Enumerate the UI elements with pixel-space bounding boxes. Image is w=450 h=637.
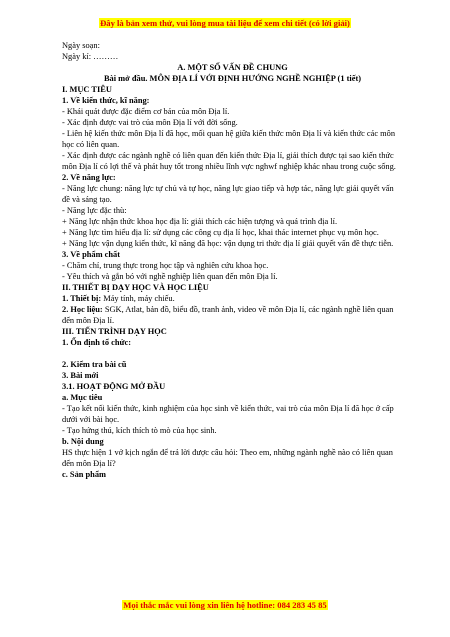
section-objectives: I. MỤC TIÊU: [62, 85, 112, 94]
hotline-banner-text: Mọi thắc mắc vui lòng xin liên hệ hotline: 084 283 45 85: [123, 600, 327, 610]
equipment-line: [62, 293, 403, 304]
subsection-qualities: 3. Về phẩm chất: [62, 250, 121, 259]
objective-label: a. Mục tiêu: [62, 393, 103, 402]
materials-label: 2. Học liệu:: [62, 305, 103, 314]
knowledge-item-4: - Xác định được các ngành nghề có liên quan đến kiến thức Địa lí, giải thích được tại sao kiến thức môn Địa lí có lợi thế và phát huy tốt trong nhiều lĩnh vực nghwf nghiệp khác nhau trong cuộc sống.: [62, 151, 396, 171]
quality-item-1: - Chăm chỉ, trung thực trong học tập và nghiên cứu khoa học.: [62, 261, 269, 270]
competence-item-4: + Năng lực tìm hiểu địa lí: sử dụng các công cụ địa lí học, khai thác internet phục vụ môn học.: [62, 228, 379, 237]
competence-item-3: + Năng lực nhận thức khoa học địa lí: giải thích các hiện tượng và quá trình địa lí.: [62, 217, 338, 226]
competence-item-5: + Năng lực vận dụng kiến thức, kĩ năng đã học: vận dụng tri thức địa lí giải quyết vấn đề thực tiễn.: [62, 239, 394, 248]
subsection-competence: 2. Về năng lực:: [62, 173, 116, 182]
blank-space: [62, 348, 403, 359]
subsection-knowledge: 1. Về kiến thức, kĩ năng:: [62, 96, 150, 105]
knowledge-item-2: - Xác định được vai trò của môn Địa lí với đời sống.: [62, 118, 238, 127]
content-label: b. Nội dung: [62, 437, 104, 446]
step-organization: 1. Ổn định tổ chức:: [62, 338, 132, 347]
date-prepared: Ngày soạn:: [62, 41, 100, 50]
quality-item-2: - Yêu thích và gắn bó với nghề nghiệp liên quan đến môn Địa lí.: [62, 272, 278, 281]
hotline-banner-bottom: [0, 600, 450, 610]
document-body: [62, 40, 403, 480]
section-equipment: II. THIẾT BỊ DẠY HỌC VÀ HỌC LIỆU: [62, 283, 209, 292]
section-process: III. TIẾN TRÌNH DẠY HỌC: [62, 327, 167, 336]
lesson-title: Bài mở đầu. MÔN ĐỊA LÍ VỚI ĐỊNH HƯỚNG NGHỀ NGHIỆP (1 tiết): [103, 74, 362, 83]
activity-opening-heading: 3.1. HOẠT ĐỘNG MỞ ĐẦU: [62, 382, 166, 391]
objective-item-2: - Tạo hứng thú, kích thích tò mò của học sinh.: [62, 426, 217, 435]
competence-item-2: - Năng lực đặc thù:: [62, 206, 127, 215]
knowledge-item-1: - Khái quát được đặc điểm cơ bản của môn Địa lí.: [62, 107, 230, 116]
knowledge-item-3: - Liên hệ kiến thức môn Địa lí đã học, mối quan hệ giữa kiến thức môn Địa lí và kiến thức các môn học có liên quan.: [62, 129, 396, 149]
step-check-old-lesson: 2. Kiểm tra bài cũ: [62, 360, 127, 369]
step-new-lesson: 3. Bài mới: [62, 371, 99, 380]
equipment-text: Máy tính, máy chiếu.: [101, 294, 175, 303]
product-label: c. Sản phẩm: [62, 470, 106, 479]
materials-line: [62, 304, 403, 326]
competence-item-1: - Năng lực chung: năng lực tự chủ và tự học, năng lực giao tiếp và hợp tác, năng lực giải quyết vấn đề và sáng tạo.: [62, 184, 394, 204]
equipment-label: 1. Thiết bị:: [62, 294, 102, 303]
materials-text: SGK, Atlat, bản đồ, biểu đồ, tranh ảnh, video về môn Địa lí, các ngành nghề liên quan đến môn Địa lí.: [62, 305, 394, 325]
date-signed: Ngày kí: ………: [62, 52, 119, 61]
part-a-heading: A. MỘT SỐ VẤN ĐỀ CHUNG: [177, 63, 288, 72]
content-text: HS thực hiện 1 vở kịch ngắn để trả lời được câu hỏi: Theo em, những ngành nghề nào có liên quan đến môn Địa lí?: [62, 448, 393, 468]
preview-banner-top-text: Đây là bản xem thử, vui lòng mua tài liệu để xem chi tiết (có lời giải): [100, 18, 350, 28]
preview-banner-top: [0, 18, 450, 28]
objective-item-1: - Tạo kết nối kiến thức, kinh nghiệm của học sinh về kiến thức, vai trò của môn Địa lí đã học ở cấp dưới với bài học.: [62, 404, 394, 424]
